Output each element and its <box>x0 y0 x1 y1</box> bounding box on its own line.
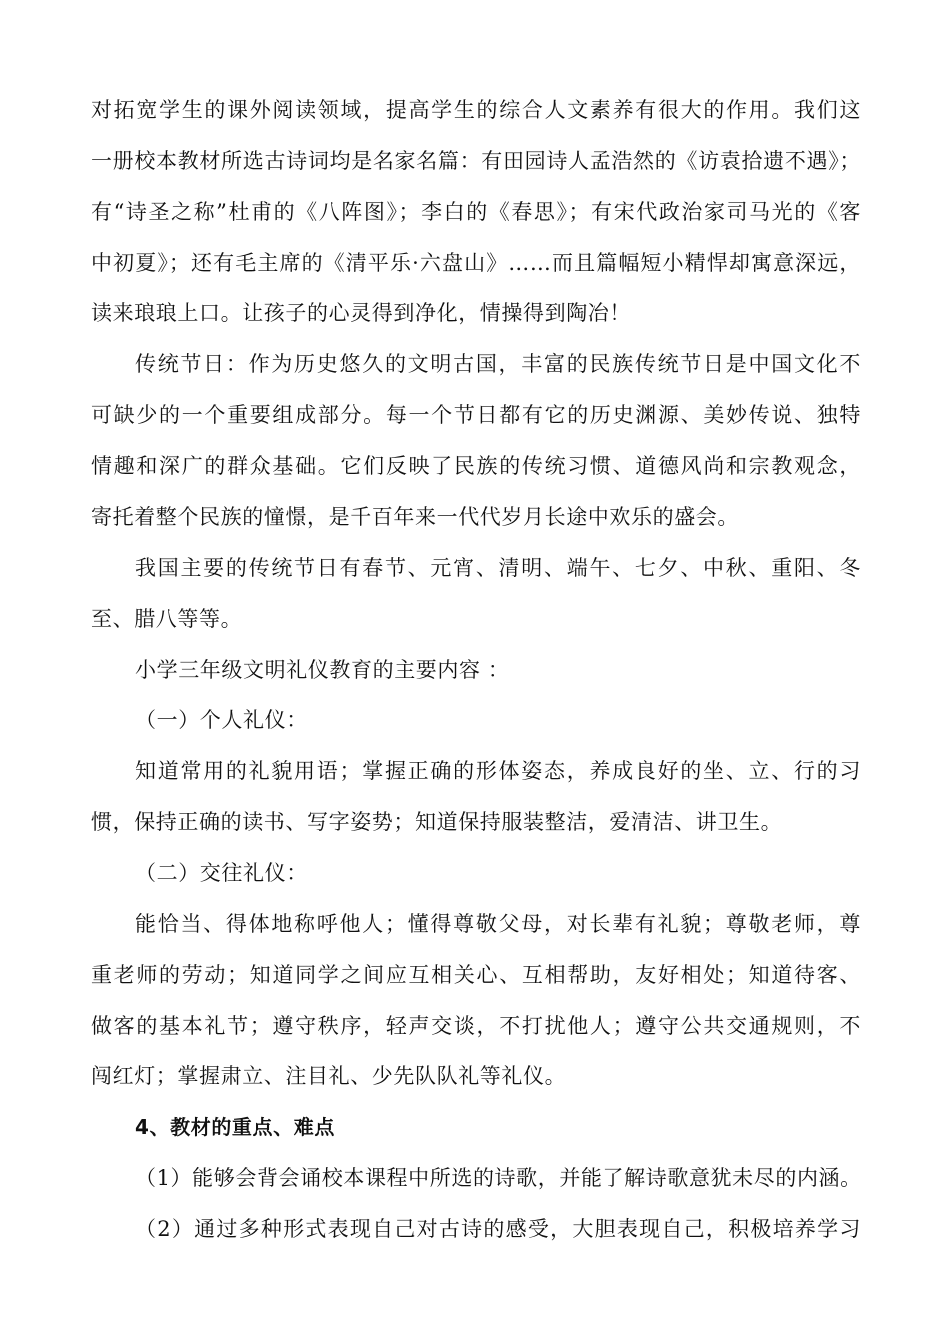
text-line: 惯，保持正确的读书、写字姿势；知道保持服装整洁，爱清洁、讲卫生。 <box>91 810 783 834</box>
list-item: （1）能够会背会诵校本课程中所选的诗歌，并能了解诗歌意犹未尽的内涵。 <box>135 1166 862 1190</box>
section-heading-bold: 4、教材的重点、难点 <box>135 1115 335 1139</box>
text-line: 中初夏》；还有毛主席的《清平乐·六盘山》……而且篇幅短小精悍却寓意深远， <box>91 251 861 275</box>
subsection-heading: （二）交往礼仪： <box>135 861 308 885</box>
text-line: 做客的基本礼节；遵守秩序，轻声交谈，不打扰他人；遵守公共交通规则，不 <box>91 1014 861 1038</box>
text-line: 可缺少的一个重要组成部分。每一个节日都有它的历史渊源、美妙传说、独特 <box>91 403 861 427</box>
subsection-heading: （一）个人礼仪： <box>135 708 308 732</box>
text-line: 有“诗圣之称”杜甫的《八阵图》；李白的《春思》；有宋代政治家司马光的《客 <box>91 200 861 224</box>
text-line: 一册校本教材所选古诗词均是名家名篇：有田园诗人孟浩然的《访袁拾遗不遇》； <box>91 149 861 173</box>
text-line: 对拓宽学生的课外阅读领域，提高学生的综合人文素养有很大的作用。我们这 <box>91 98 861 122</box>
text-line: 至、腊八等等。 <box>91 607 243 631</box>
paragraph-first-line: 传统节日：作为历史悠久的文明古国，丰富的民族传统节日是中国文化不 <box>135 352 861 376</box>
list-item: （2）通过多种形式表现自己对古诗的感受，大胆表现自己，积极培养学习 <box>135 1217 861 1241</box>
paragraph-first-line: 能恰当、得体地称呼他人；懂得尊敬父母，对长辈有礼貌；尊敬老师，尊 <box>135 912 861 936</box>
text-line: 闯红灯；掌握肃立、注目礼、少先队队礼等礼仪。 <box>91 1064 567 1088</box>
section-heading: 小学三年级文明礼仪教育的主要内容 ： <box>135 658 510 682</box>
text-line: 读来琅琅上口。让孩子的心灵得到净化，情操得到陶冶！ <box>91 301 631 325</box>
text-line: 寄托着整个民族的憧憬，是千百年来一代代岁月长途中欢乐的盛会。 <box>91 505 739 529</box>
paragraph-first-line: 知道常用的礼貌用语；掌握正确的形体姿态，养成良好的坐、立、行的习 <box>135 759 861 783</box>
text-line: 情趣和深广的群众基础。它们反映了民族的传统习惯、道德风尚和宗教观念， <box>91 454 861 478</box>
text-line: 重老师的劳动；知道同学之间应互相关心、互相帮助，友好相处；知道待客、 <box>91 963 861 987</box>
paragraph-first-line: 我国主要的传统节日有春节、元宵、清明、端午、七夕、中秋、重阳、冬 <box>135 556 861 580</box>
